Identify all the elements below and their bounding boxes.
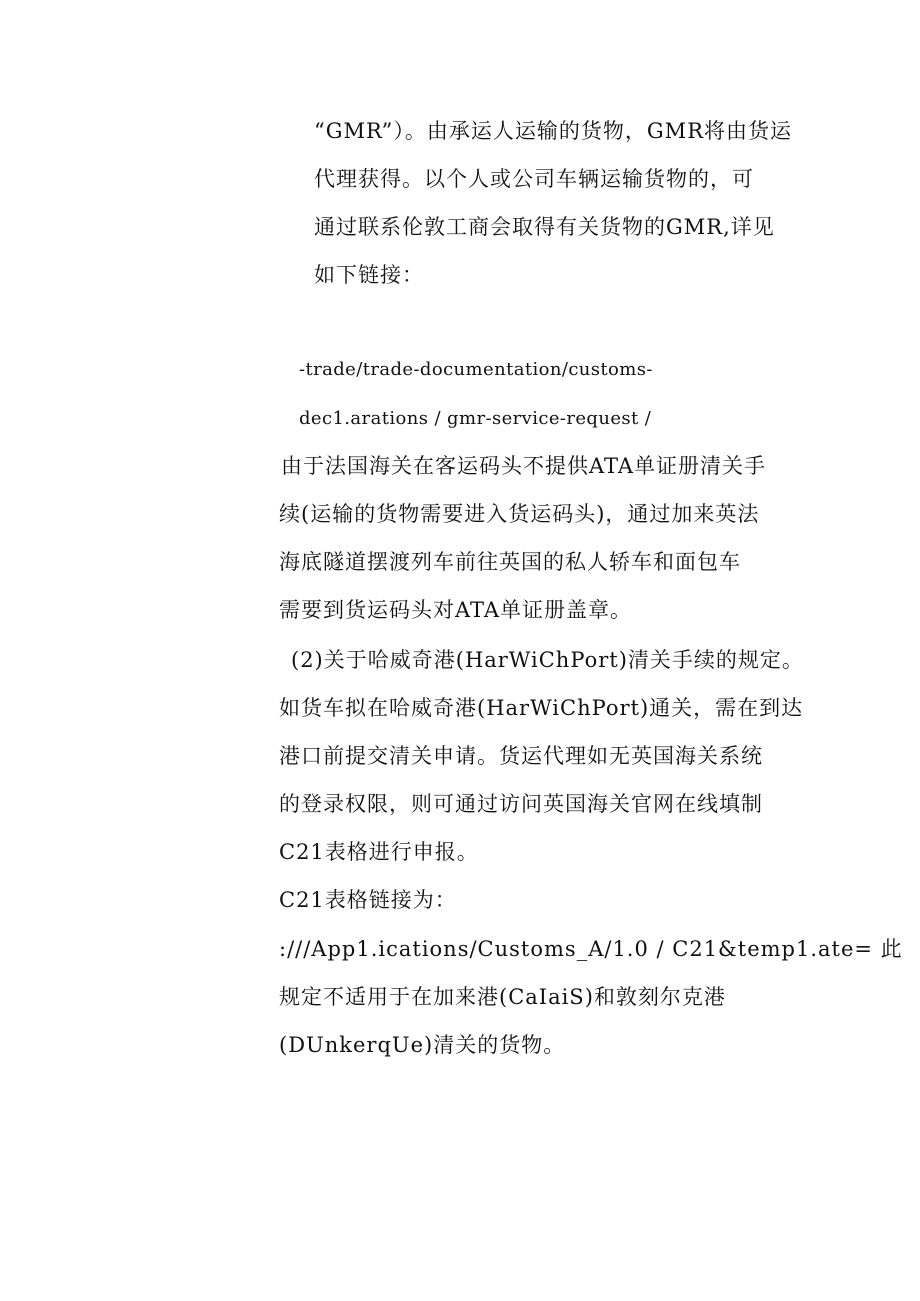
text-line: 代理获得。以个人或公司车辆运输货物的，可 — [314, 167, 754, 191]
text-line: 港口前提交清关申请。货运代理如无英国海关系统 — [279, 744, 763, 768]
text-line: C21表格进行申报。 — [279, 840, 479, 864]
text-line: “GMR”）。由承运人运输的货物，GMR将由货运 — [314, 119, 793, 143]
section-heading: (2)关于哈威奇港(HarWiChPort)清关手续的规定。 — [291, 648, 804, 672]
text-line: 续(运输的货物需要进入货运码头)，通过加来英法 — [279, 502, 760, 526]
link-line[interactable]: -trade/trade-documentation/customs- — [299, 359, 653, 380]
text-line: (DUnkerqUe)清关的货物。 — [279, 1033, 566, 1057]
text-line: 由于法国海关在客运码头不提供ATA单证册清关手 — [281, 454, 767, 478]
text-line: C21表格链接为： — [279, 888, 457, 912]
text-line: 的登录权限，则可通过访问英国海关官网在线填制 — [279, 792, 763, 816]
text-line: 需要到货运码头对ATA单证册盖章。 — [279, 598, 633, 622]
text-line: 如下链接： — [314, 263, 424, 287]
text-line: 如货车拟在哈威奇港(HarWiChPort)通关，需在到达 — [279, 696, 804, 720]
text-line: 规定不适用于在加来港(CaIaiS)和敦刻尔克港 — [279, 985, 726, 1009]
link-line[interactable]: dec1.arations / gmr-service-request / — [299, 408, 652, 429]
text-line: 通过联系伦敦工商会取得有关货物的GMR,详见 — [314, 215, 775, 239]
text-line: 海底隧道摆渡列车前往英国的私人轿车和面包车 — [279, 550, 741, 574]
c21-link-line[interactable]: :///App1.ications/Customs_A/1.0 / C21&temp1.ate= 此 — [279, 937, 903, 961]
